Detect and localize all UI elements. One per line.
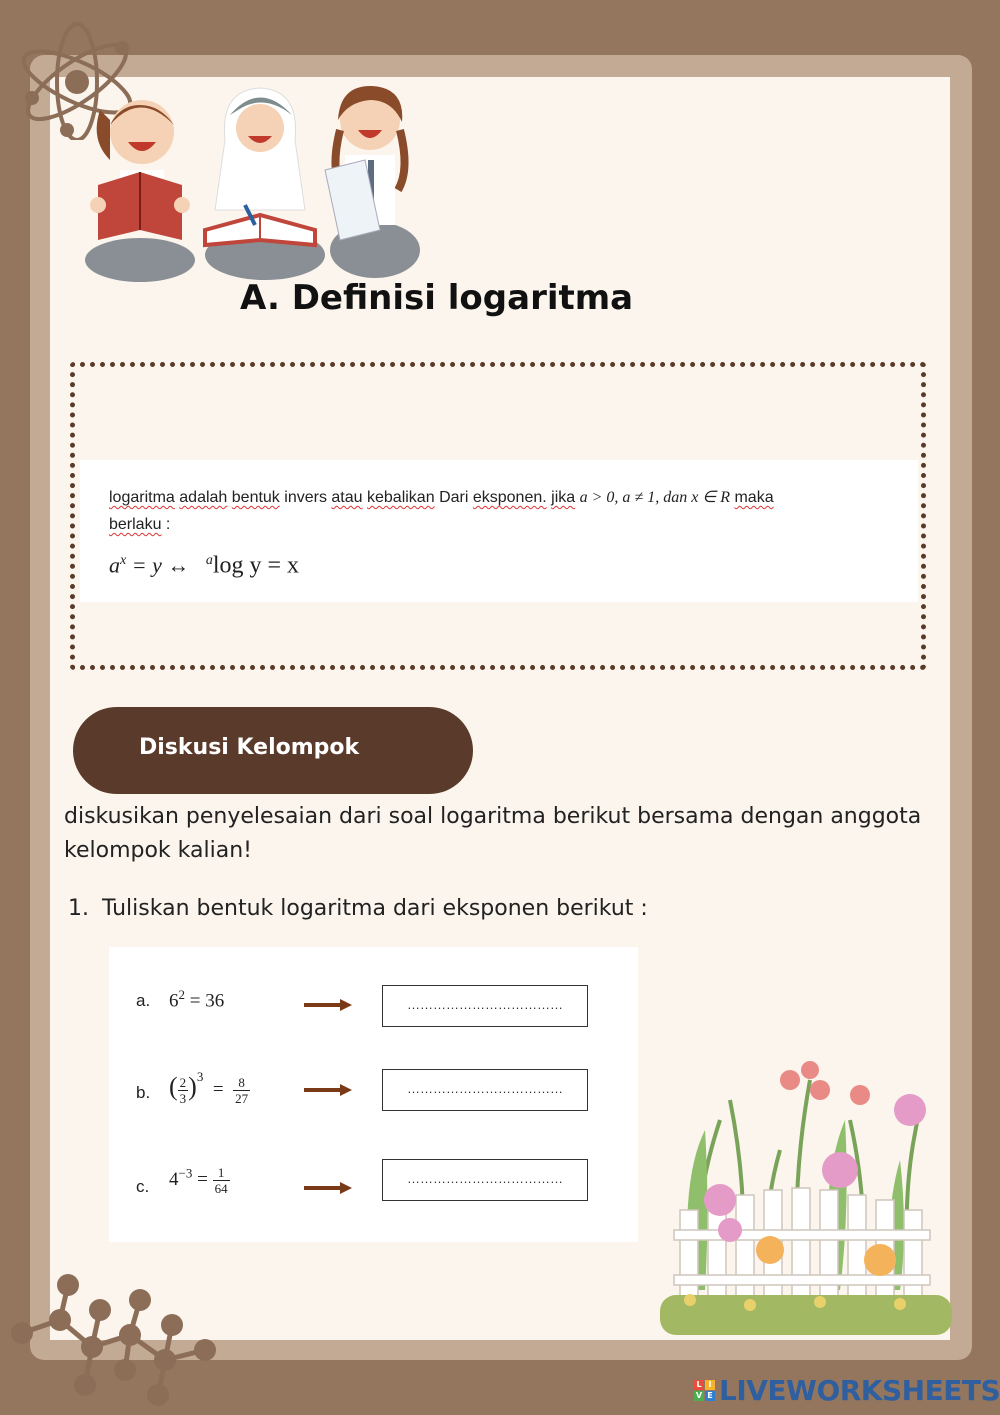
frac-numerator: 2 [179,1075,187,1091]
students-illustration [80,80,440,285]
item-letter: a. [136,991,151,1010]
def-condition: a > 0, a ≠ 1, dan x ∈ R [579,489,731,506]
item-expression: ( $\frac{2}{3}$ )$^3$ = $\frac{8}{27}$ [169,1069,249,1107]
def-colon: : [161,516,171,533]
girl-holding-paper-icon [325,86,420,278]
def-word: bentuk [231,489,280,506]
definition-formula [109,548,299,579]
right-arrow-icon [304,1082,352,1098]
expr-exponent: −3 [178,1165,193,1181]
discussion-instruction: diskusikan penyelesaian dari soal logaritma berikut bersama dengan anggota kelompok kalian! [64,804,922,863]
def-word: kebalikan [367,489,435,506]
def-word: jika [551,489,576,506]
item-letter: c. [136,1177,150,1196]
def-word: maka [734,489,774,506]
frac-numerator: 8 [233,1075,250,1091]
formula-base: a [109,552,120,578]
logo-grid-icon [694,1380,715,1401]
girl-reading-icon [85,100,195,282]
expr-base: 6 [169,990,179,1012]
def-word: atau [331,489,363,506]
def-word: logaritma [109,489,175,506]
frac-denominator: 3 [179,1091,187,1107]
formula-log: log y = x [212,552,300,579]
logo-letter: V [695,1390,703,1400]
expr-base: 4 [169,1168,179,1190]
molecule-icon [0,1265,230,1415]
diskusi-kelompok-banner [73,707,473,794]
girl-writing-icon [205,88,325,280]
formula-middle: = y ↔ [126,552,195,578]
brand-name: LIVEWORKSHEETS [719,1373,1000,1407]
expr-rhs-fraction [213,1165,230,1196]
item-expression [169,987,224,1012]
item-letter: b. [136,1083,151,1102]
exercise-row-a [109,979,638,1039]
question-text: Tuliskan bentuk logaritma dari eksponen berikut : [102,896,648,921]
flower-fence-illustration [660,1060,952,1342]
exercise-panel [109,947,638,1242]
def-word: Dari [439,489,469,506]
def-word: adalah [179,489,228,506]
formula-log-base: a [205,553,213,568]
expr-rhs-fraction [233,1075,250,1106]
def-word: berlaku [109,516,162,533]
frac-denominator: 27 [235,1091,249,1107]
liveworksheets-logo[interactable] [694,1372,1000,1408]
question-number: 1. [68,896,89,921]
expr-fraction [178,1075,189,1106]
answer-field-b[interactable]: ……………………………… [382,1069,588,1111]
banner-label: Diskusi Kelompok [139,735,360,760]
right-arrow-icon [304,997,352,1013]
definition-text [109,484,909,538]
item-expression: $4^{-3}$ = $\frac{1}{64}$ [169,1165,228,1196]
expr-rhs: = 36 [189,990,225,1012]
exercise-row-b [109,1067,638,1127]
section-title: A. Definisi logaritma [240,278,634,318]
logo-letter: L [694,1380,704,1390]
expr-exponent: 3 [196,1069,204,1084]
question-1 [68,896,648,921]
logo-letter: E [705,1391,715,1401]
formula-exponent: x [120,553,127,568]
expr-exponent: 2 [178,987,185,1002]
def-word: invers [284,489,327,506]
def-word: eksponen. [472,489,547,506]
right-arrow-icon [304,1180,352,1196]
frac-denominator: 64 [214,1181,228,1196]
frac-numerator: 1 [213,1165,230,1181]
exercise-row-c [109,1159,638,1219]
logo-letter: I [705,1380,715,1390]
answer-field-c[interactable]: ……………………………… [382,1159,588,1201]
answer-field-a[interactable]: ……………………………… [382,985,588,1027]
